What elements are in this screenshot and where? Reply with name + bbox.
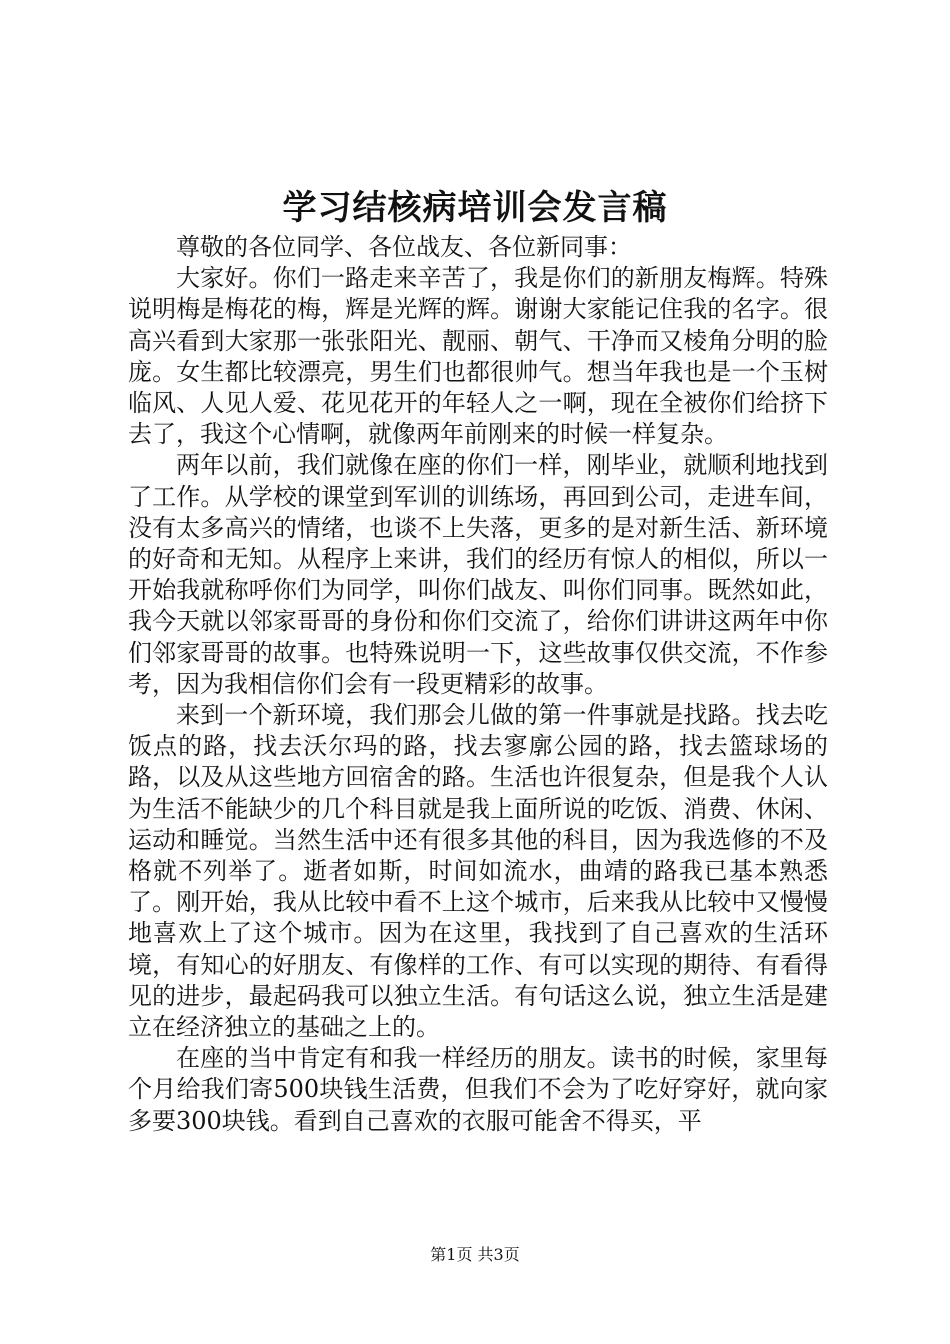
body-paragraph: 大家好。你们一路走来辛苦了，我是你们的新朋友梅辉。特殊说明梅是梅花的梅，辉是光辉的辉。谢谢大家能记住我的名字。很高兴看到大家那一张张阳光、靓丽、朝气、干净而又棱角分明的脸庞。女生都比较漂亮，男生们也都很帅气。想当年我也是一个玉树临风、人见人爱、花见花开的年轻人之一啊，现在全被你们给挤下去了，我这个心情啊，就像两年前刚来的时候一样复杂。 [128,264,828,449]
document-title: 学习结核病培训会发言稿 [282,188,668,228]
body-paragraph: 两年以前，我们就像在座的你们一样，刚毕业，就顺利地找到了工作。从学校的课堂到军训的训练场，再回到公司，走进车间，没有太多高兴的情绪，也谈不上失落，更多的是对新生活、新环境的好奇和无知。从程序上来讲，我们的经历有惊人的相似，所以一开始我就称呼你们为同学，叫你们战友、叫你们同事。既然如此，我今天就以邻家哥哥的身份和你们交流了，给你们讲讲这两年中你们邻家哥哥的故事。也特殊说明一下，这些故事仅供交流，不作参考，因为我相信你们会有一段更精彩的故事。 [128,451,828,698]
body-paragraph: 在座的当中肯定有和我一样经历的朋友。读书的时候，家里每个月给我们寄500块钱生活费，但我们不会为了吃好穿好，就向家多要300块钱。看到自己喜欢的衣服可能舍不得买，平 [128,1044,828,1135]
page-footer: 第1页 共3页 [430,1245,520,1264]
body-paragraph: 来到一个新环境，我们那会儿做的第一件事就是找路。找去吃饭点的路，找去沃尔玛的路，找去寥廓公园的路，找去篮球场的路，以及从这些地方回宿舍的路。生活也许很复杂，但是我个人认为生活不能缺少的几个科目就是我上面所说的吃饭、消费、休闲、运动和睡觉。当然生活中还有很多其他的科目，因为我选修的不及格就不列举了。逝者如斯，时间如流水，曲靖的路我已基本熟悉了。刚开始，我从比较中看不上这个城市，后来我从比较中又慢慢地喜欢上了这个城市。因为在这里，我找到了自己喜欢的生活环境，有知心的好朋友、有像样的工作、有可以实现的期待、有看得见的进步，最起码我可以独立生活。有句话这么说，独立生活是建立在经济独立的基础之上的。 [128,701,828,1042]
document-body [128,232,828,1137]
salutation-paragraph: 尊敬的各位同学、各位战友、各位新同事： [176,233,632,261]
